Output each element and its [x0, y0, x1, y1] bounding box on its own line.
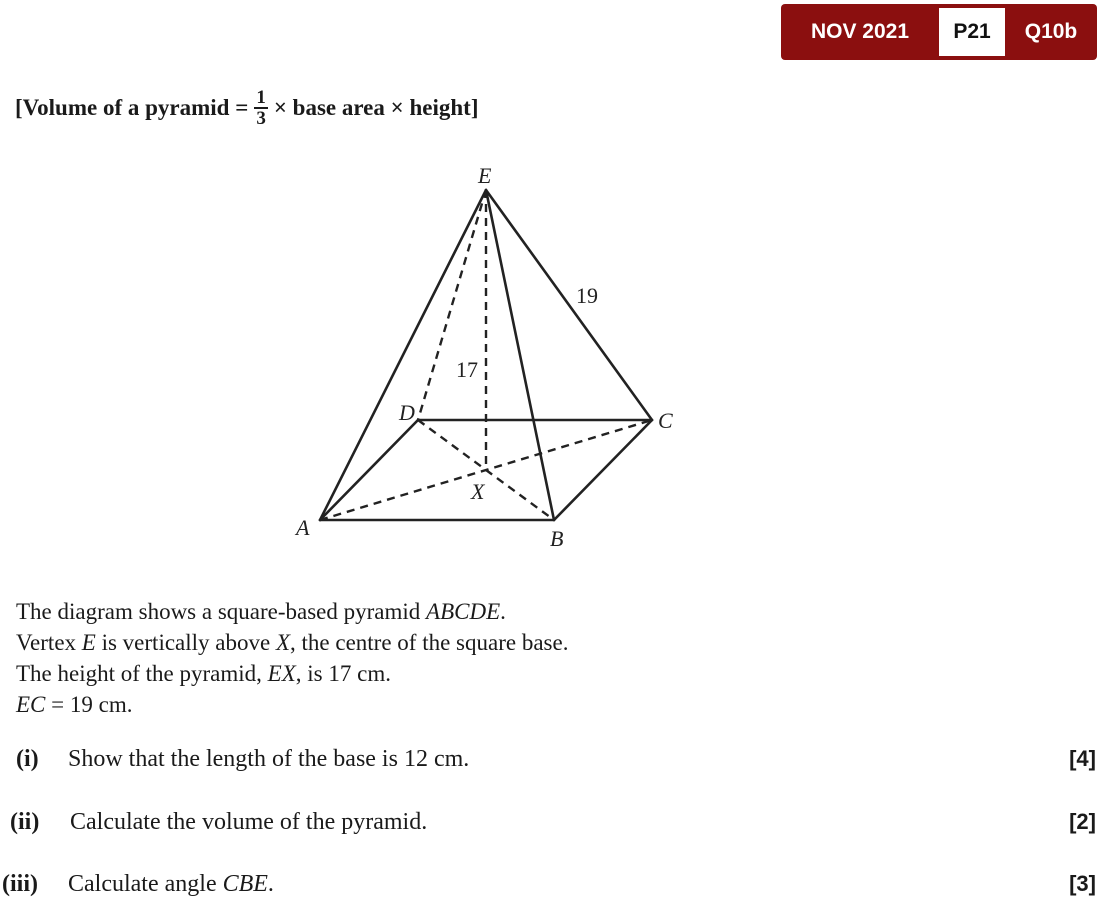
edge-EB	[486, 190, 554, 520]
edge-AD	[320, 420, 418, 520]
part-label: (iii)	[2, 871, 38, 897]
vertex-label-E: E	[478, 163, 492, 188]
question-part-i	[0, 746, 1100, 780]
part-marks: [4]	[1069, 746, 1096, 771]
part-text: Show that the length of the base is 12 cm.	[68, 746, 470, 772]
description-line: The diagram shows a square-based pyramid ABCDE.	[16, 599, 506, 624]
part-label: (i)	[16, 746, 39, 772]
vertex-label-B: B	[550, 526, 564, 551]
fraction-numerator: 1	[256, 87, 266, 108]
edge-length-label: 19	[576, 283, 598, 308]
description-line: The height of the pyramid, EX, is 17 cm.	[16, 661, 391, 686]
part-marks: [3]	[1069, 871, 1096, 896]
badge-paper: P21	[939, 8, 1005, 56]
vertex-label-D: D	[399, 400, 415, 425]
fraction-denominator: 3	[256, 108, 266, 129]
formula-prefix: [Volume of a pyramid =	[15, 95, 249, 120]
part-text: Calculate angle CBE.	[68, 871, 274, 897]
part-text: Calculate the volume of the pyramid.	[70, 809, 428, 835]
description-line: Vertex E is vertically above X, the centre of the square base.	[16, 630, 569, 655]
formula-suffix: × base area × height]	[273, 95, 479, 120]
height-label: 17	[456, 357, 478, 382]
question-part-ii	[0, 809, 1100, 843]
description-line: EC = 19 cm.	[16, 692, 133, 717]
badge-question: Q10b	[1024, 20, 1078, 43]
part-label: (ii)	[10, 809, 40, 835]
formula-fraction	[254, 88, 268, 128]
question-part-iii	[0, 871, 1100, 905]
question-badge	[781, 4, 1097, 60]
edge-EA	[320, 190, 486, 520]
badge-session: NOV 2021	[810, 20, 910, 43]
vertex-label-C: C	[658, 408, 673, 433]
point-label-X: X	[471, 479, 485, 504]
part-marks: [2]	[1069, 809, 1096, 834]
pyramid-diagram	[0, 150, 760, 560]
volume-formula	[15, 78, 479, 138]
vertex-label-A: A	[296, 515, 310, 540]
problem-description	[16, 596, 568, 720]
